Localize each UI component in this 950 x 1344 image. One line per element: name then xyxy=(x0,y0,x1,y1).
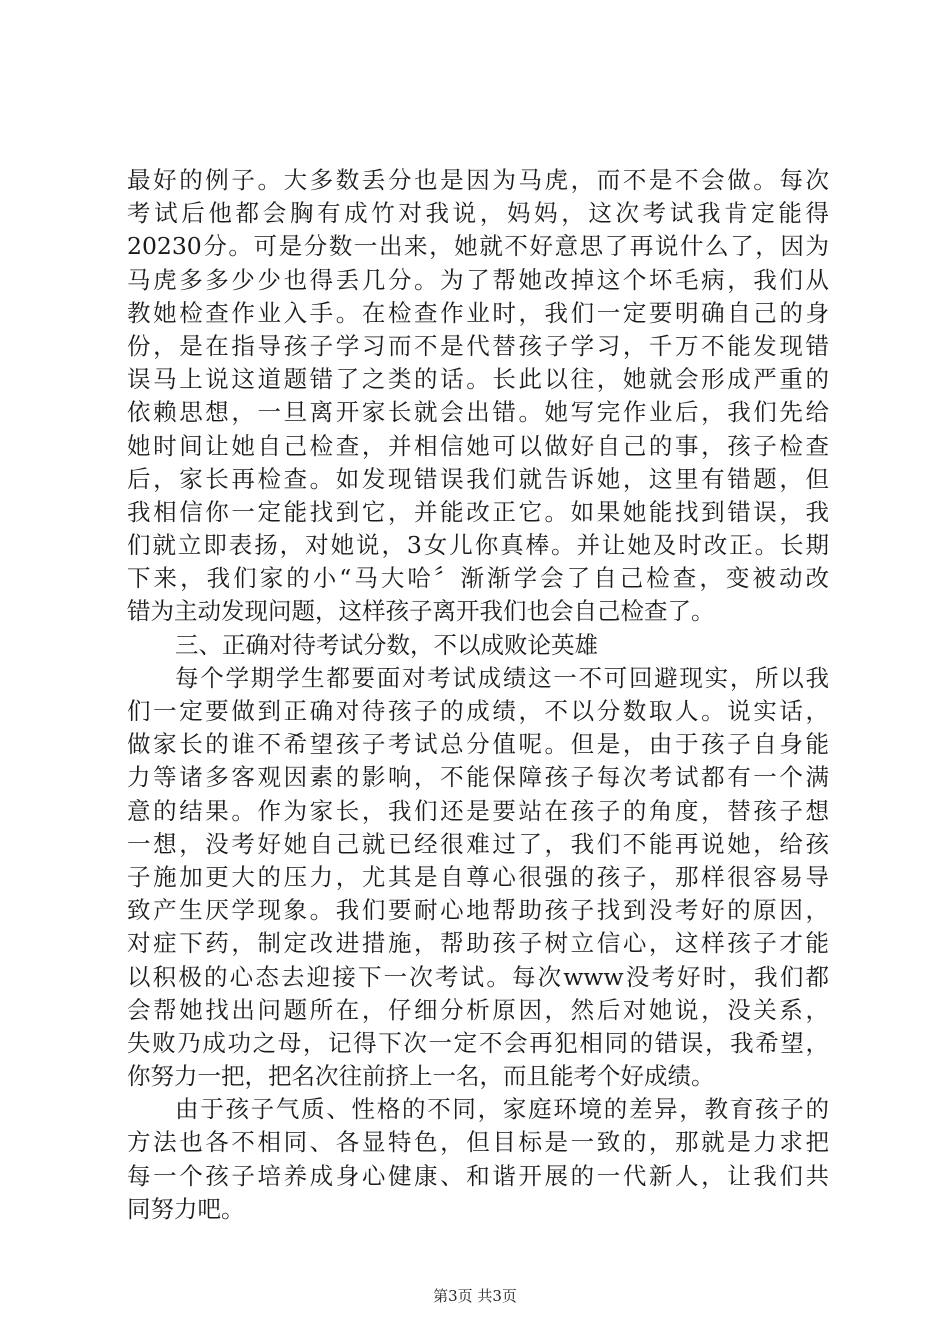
text-line: 们就立即表扬，对她说，3女儿你真棒。并让她及时改正。长期 xyxy=(127,531,829,560)
text-line: 最好的例子。大多数丢分也是因为马虎，而不是不会做。每次 xyxy=(127,166,829,194)
text-line: 每一个孩子培养成身心健康、和谐开展的一代新人，让我们共 xyxy=(127,1161,829,1190)
document-body xyxy=(127,164,829,1226)
text-line: 同努力吧。 xyxy=(127,1194,245,1223)
page-number-footer: 第3页 共3页 xyxy=(433,1287,517,1305)
text-line: 做家长的谁不希望孩子考试总分值呢。但是，由于孩子自身能 xyxy=(127,730,829,759)
text-line: 会帮她找出问题所在，仔细分析原因，然后对她说，没关系， xyxy=(127,995,829,1024)
section-heading: 三、正确对待考试分数，不以成败论英雄 xyxy=(175,630,598,659)
text-line: 力等诸多客观因素的影响，不能保障孩子每次考试都有一个满 xyxy=(127,763,829,792)
text-line: 由于孩子气质、性格的不同，家庭环境的差异，教育孩子的 xyxy=(175,1095,829,1124)
text-line: 每个学期学生都要面对考试成绩这一不可回避现实，所以我 xyxy=(175,663,829,692)
text-line: 对症下药，制定改进措施，帮助孩子树立信心，这样孩子才能 xyxy=(127,929,829,958)
text-line: 份，是在指导孩子学习而不是代替孩子学习，千万不能发现错 xyxy=(127,331,829,360)
text-line: 意的结果。作为家长，我们还是要站在孩子的角度，替孩子想 xyxy=(127,796,829,825)
text-line: 她时间让她自己检查，并相信她可以做好自己的事，孩子检查 xyxy=(127,431,829,460)
text-line: 马虎多多少少也得丢几分。为了帮她改掉这个坏毛病，我们从 xyxy=(127,265,829,294)
text-line: 方法也各不相同、各显特色，但目标是一致的，那就是力求把 xyxy=(127,1128,829,1157)
text-line: 20230分。可是分数一出来，她就不好意思了再说什么了，因为 xyxy=(127,232,829,261)
text-line: 你努力一把，把名次往前挤上一名，而且能考个好成绩。 xyxy=(127,1062,715,1091)
text-line: 教她检查作业入手。在检查作业时，我们一定要明确自己的身 xyxy=(127,298,829,327)
text-line: 以积极的心态去迎接下一次考试。每次www没考好时，我们都 xyxy=(127,962,829,991)
text-line: 后，家长再检查。如发现错误我们就告诉她，这里有错题，但 xyxy=(127,464,829,493)
text-line: 致产生厌学现象。我们要耐心地帮助孩子找到没考好的原因， xyxy=(127,896,829,925)
text-line: 下来，我们家的小“马大哈〞渐渐学会了自己检查，变被动改 xyxy=(127,564,829,593)
text-line: 失败乃成功之母，记得下次一定不会再犯相同的错误，我希望， xyxy=(127,1028,829,1057)
text-line: 一想，没考好她自己就已经很难过了，我们不能再说她，给孩 xyxy=(127,829,829,858)
text-line: 我相信你一定能找到它，并能改正它。如果她能找到错误，我 xyxy=(127,497,829,526)
text-line: 错为主动发现问题，这样孩子离开我们也会自己检查了。 xyxy=(127,597,715,626)
text-line: 误马上说这道题错了之类的话。长此以往，她就会形成严重的 xyxy=(127,365,829,394)
text-line: 考试后他都会胸有成竹对我说，妈妈，这次考试我肯定能得 xyxy=(127,199,829,228)
text-line: 子施加更大的压力，尤其是自尊心很强的孩子，那样很容易导 xyxy=(127,862,829,891)
text-line: 依赖思想，一旦离开家长就会出错。她写完作业后，我们先给 xyxy=(127,398,829,427)
text-line: 们一定要做到正确对待孩子的成绩，不以分数取人。说实话， xyxy=(127,697,829,725)
